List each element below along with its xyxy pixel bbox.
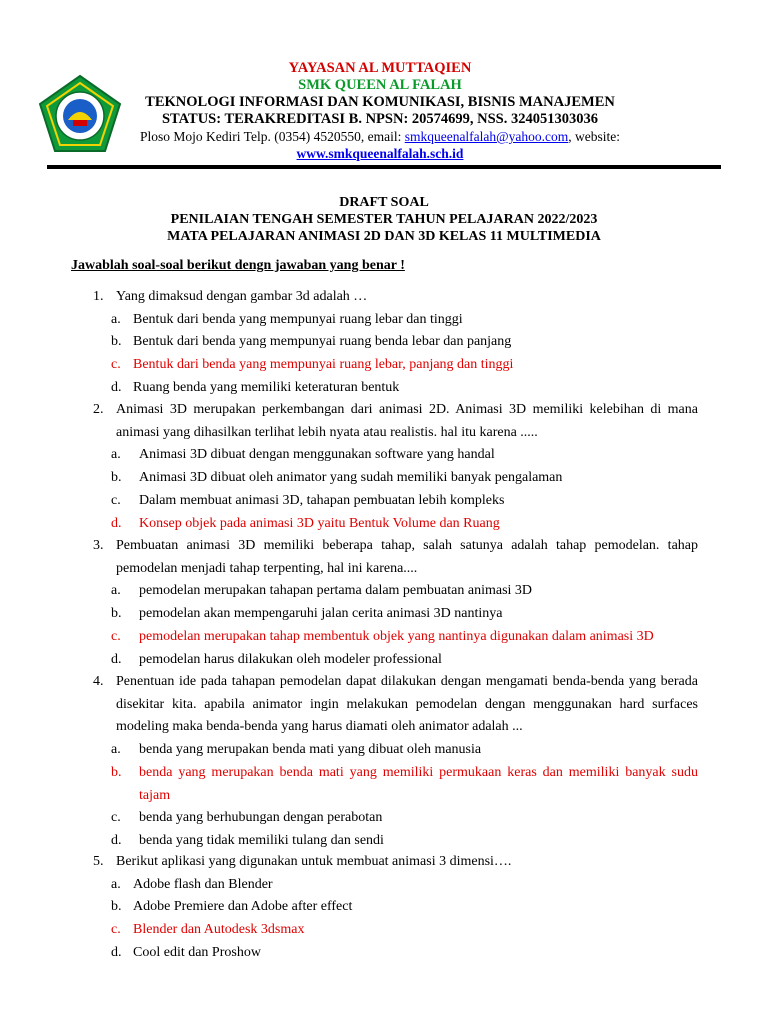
option-text: Bentuk dari benda yang mempunyai ruang benda lebar dan panjang: [133, 334, 512, 350]
option-text: benda yang berhubungan dengan perabotan: [139, 810, 383, 826]
address-suffix: , website:: [568, 129, 620, 144]
option-a: [111, 874, 698, 897]
option-c-answer: [111, 354, 698, 377]
option-text: benda yang merupakan benda mati yang dibuat oleh manusia: [139, 742, 482, 758]
question-3: [93, 535, 698, 671]
question-text: Animasi 3D merupakan perkembangan dari animasi 2D. Animasi 3D memiliki kelebihan di mana animasi yang dihasilkan terlihat lebih nyata atau realistis. hal itu karena .....: [116, 402, 698, 440]
question-text: Pembuatan animasi 3D memiliki beberapa tahap, salah satunya adalah tahap pemodelan. tahap pemodelan menjadi tahap terpenting, hal ini karena....: [116, 538, 698, 576]
option-text: pemodelan merupakan tahapan pertama dalam pembuatan animasi 3D: [139, 583, 533, 599]
school-programs: TEKNOLOGI INFORMASI DAN KOMUNIKASI, BISNIS MANAJEMEN: [145, 94, 615, 110]
option-c: [111, 490, 698, 513]
question-number: 5.: [93, 854, 104, 869]
option-text: Cool edit dan Proshow: [133, 944, 261, 960]
option-label: d.: [111, 944, 122, 960]
option-label: c.: [111, 357, 121, 373]
address-prefix: Ploso Mojo Kediri Telp. (0354) 4520550, email:: [140, 129, 405, 144]
option-label: a.: [111, 583, 121, 599]
option-c-answer: [111, 626, 698, 649]
question-2: [93, 399, 698, 535]
option-text: benda yang tidak memiliki tulang dan sendi: [139, 832, 384, 848]
option-d: [111, 942, 698, 965]
option-b: [111, 896, 698, 919]
option-c: [111, 807, 698, 830]
option-d-answer: [111, 513, 698, 536]
option-b: [111, 467, 698, 490]
option-text: Konsep objek pada animasi 3D yaitu Bentuk Volume dan Ruang: [139, 515, 500, 531]
option-label: c.: [111, 922, 121, 938]
option-text: Animasi 3D dibuat oleh animator yang sudah memiliki banyak pengalaman: [139, 470, 563, 486]
question-number: 4.: [93, 674, 104, 689]
option-label: d.: [111, 651, 122, 667]
option-label: a.: [111, 742, 121, 758]
option-d: [111, 830, 698, 853]
option-text: Bentuk dari benda yang mempunyai ruang lebar dan tinggi: [133, 311, 463, 327]
title-line-2: PENILAIAN TENGAH SEMESTER TAHUN PELAJARAN 2022/2023: [170, 212, 598, 227]
option-label: d.: [111, 515, 122, 531]
option-label: b.: [111, 764, 122, 780]
option-label: b.: [111, 470, 122, 486]
question-number: 3.: [93, 538, 104, 553]
option-label: b.: [111, 899, 122, 915]
website-link[interactable]: www.smkqueenalfalah.sch.id: [296, 146, 464, 161]
option-label: c.: [111, 628, 121, 644]
question-text: Yang dimaksud dengan gambar 3d adalah …: [116, 289, 368, 304]
option-a: [111, 309, 698, 332]
option-d: [111, 649, 698, 672]
option-label: a.: [111, 876, 121, 892]
header-divider: [47, 165, 721, 169]
option-text: Blender dan Autodesk 3dsmax: [133, 922, 305, 938]
instruction: Jawablah soal-soal berikut dengn jawaban yang benar !: [71, 258, 405, 273]
option-text: Adobe flash dan Blender: [133, 876, 273, 892]
email-link[interactable]: smkqueenalfalah@yahoo.com: [404, 129, 569, 144]
option-text: Animasi 3D dibuat dengan menggunakan software yang handal: [139, 447, 495, 463]
option-text: Adobe Premiere dan Adobe after effect: [133, 899, 353, 915]
document-title: [47, 194, 721, 245]
school-status: STATUS: TERAKREDITASI B. NPSN: 20574699, NSS. 324051303036: [161, 111, 598, 127]
option-label: b.: [111, 606, 122, 622]
question-number: 1.: [93, 289, 104, 304]
question-5: [93, 851, 698, 965]
question-number: 2.: [93, 402, 104, 417]
title-line-1: DRAFT SOAL: [339, 195, 429, 210]
title-line-3: MATA PELAJARAN ANIMASI 2D DAN 3D KELAS 11 MULTIMEDIA: [167, 229, 601, 244]
option-label: c.: [111, 492, 121, 508]
question-text: Penentuan ide pada tahapan pemodelan dapat dilakukan dengan mengamati benda-benda yang berada disekitar kita. apabila animator ingin melakukan pemodelan dengan menggunakan hard surfaces modeling maka benda-benda yang harus diamati oleh animator adalah ...: [116, 674, 698, 735]
school-logo: [38, 74, 122, 154]
option-text: Ruang benda yang memiliki keteraturan bentuk: [133, 379, 400, 395]
question-4: [93, 671, 698, 853]
option-b: [111, 331, 698, 354]
option-text: pemodelan akan mempengaruhi jalan cerita animasi 3D nantinya: [139, 606, 503, 622]
option-a: [111, 739, 698, 762]
option-label: a.: [111, 311, 121, 327]
school-address: [112, 128, 648, 145]
option-b: [111, 603, 698, 626]
foundation-name: YAYASAN AL MUTTAQIEN: [288, 60, 472, 76]
option-label: d.: [111, 379, 122, 395]
letterhead: [112, 60, 648, 162]
option-label: d.: [111, 832, 122, 848]
question-text: Berikut aplikasi yang digunakan untuk membuat animasi 3 dimensi….: [116, 854, 512, 869]
option-text: Dalam membuat animasi 3D, tahapan pembuatan lebih kompleks: [139, 492, 505, 508]
school-name: SMK QUEEN AL FALAH: [298, 77, 462, 93]
option-label: c.: [111, 810, 121, 826]
option-b-answer: [111, 762, 698, 807]
question-1: [93, 286, 698, 400]
option-text: pemodelan merupakan tahap membentuk objek yang nantinya digunakan dalam animasi 3D: [139, 628, 654, 644]
option-text: pemodelan harus dilakukan oleh modeler professional: [139, 651, 442, 667]
option-label: a.: [111, 447, 121, 463]
option-d: [111, 377, 698, 400]
option-a: [111, 580, 698, 603]
option-text: Bentuk dari benda yang mempunyai ruang lebar, panjang dan tinggi: [133, 357, 514, 373]
option-c-answer: [111, 919, 698, 942]
website-line: [112, 145, 648, 162]
option-a: [111, 444, 698, 467]
option-label: b.: [111, 334, 122, 350]
option-text: benda yang merupakan benda mati yang memiliki permukaan keras dan memiliki banyak sudu tajam: [139, 764, 698, 803]
